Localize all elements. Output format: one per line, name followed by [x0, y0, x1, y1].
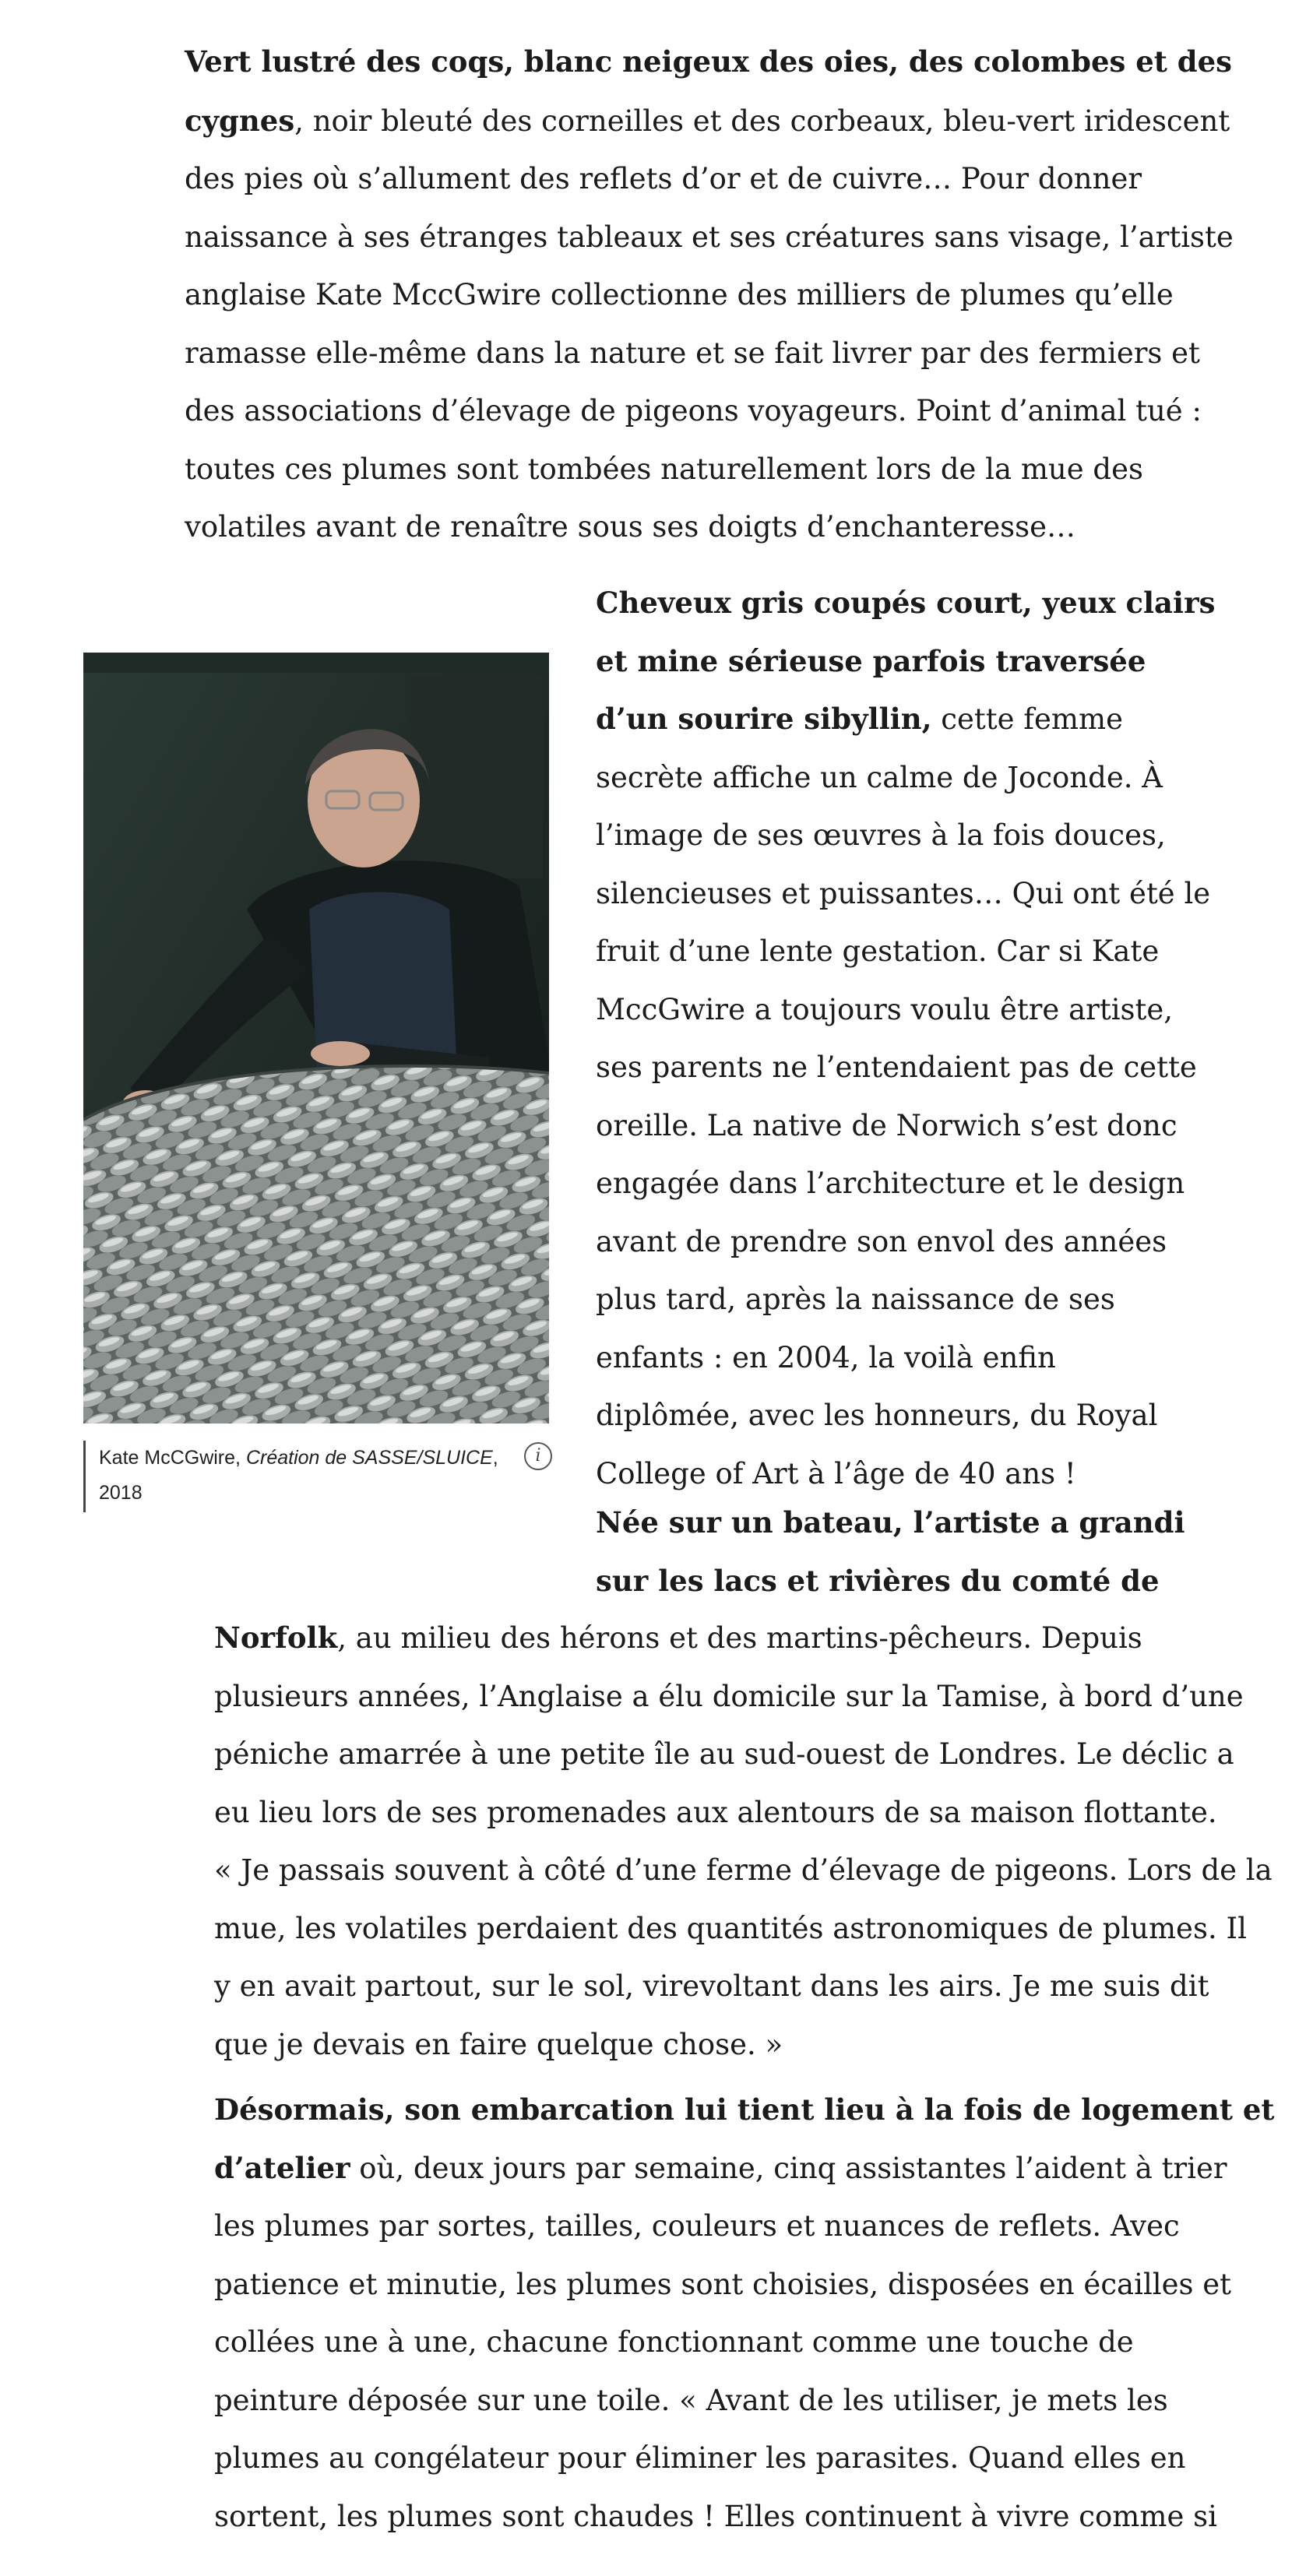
article-paragraph-2 [596, 574, 1215, 1503]
article-paragraph-3-lead [596, 1494, 1185, 1610]
paragraph-line: des associations d’élevage de pigeons voyageurs. Point d’animal tué : [185, 394, 1202, 428]
paragraph-line: Norfolk, au milieu des hérons et des martins-pêcheurs. Depuis [214, 1621, 1142, 1655]
paragraph-line: mue, les volatiles perdaient des quantités astronomiques de plumes. Il [214, 1911, 1247, 1945]
caption-line: Kate McCGwire, Création de SASSE/SLUICE, [99, 1447, 498, 1469]
paragraph-line: secrète affiche un calme de Joconde. À [596, 760, 1163, 794]
paragraph-line: péniche amarrée à une petite île au sud-ouest de Londres. Le déclic a [214, 1737, 1234, 1771]
caption-year: 2018 [99, 1482, 143, 1504]
paragraph-line: patience et minutie, les plumes sont choisies, disposées en écailles et [214, 2267, 1232, 2301]
info-icon[interactable]: i [524, 1442, 552, 1470]
paragraph-line: ses parents ne l’entendaient pas de cette [596, 1050, 1197, 1084]
lead-in-bold: et mine sérieuse parfois traversée [596, 643, 1146, 678]
lead-in-bold: d’un sourire sibyllin, [596, 702, 932, 736]
paragraph-line: anglaise Kate MccGwire collectionne des milliers de plumes qu’elle [185, 278, 1174, 311]
paragraph-line: collées une à une, chacune fonctionnant comme une touche de [214, 2325, 1134, 2359]
lead-in-bold: d’atelier [214, 2150, 350, 2185]
lead-in-bold: Vert lustré des coqs, blanc neigeux des oies, des colombes et des [185, 44, 1232, 79]
photo-caption [83, 1441, 558, 1512]
paragraph-line: oreille. La native de Norwich s’est donc [596, 1108, 1177, 1142]
paragraph-line: diplômée, avec les honneurs, du Royal [596, 1399, 1158, 1432]
paragraph-line: que je devais en faire quelque chose. » [214, 2027, 783, 2061]
paragraph-line: cygnes, noir bleuté des corneilles et des corbeaux, bleu-vert iridescent [185, 103, 1230, 138]
article-paragraph-3 [214, 1609, 1273, 2074]
paragraph-line [185, 33, 1234, 92]
lead-in-bold: Désormais, son embarcation lui tient lieu à la fois de logement et [214, 2092, 1275, 2127]
article-paragraph-4 [214, 2081, 1274, 2546]
paragraph-line: eu lieu lors de ses promenades aux alentours de sa maison flottante. [214, 1795, 1217, 1829]
caption-work-title: Création de SASSE/SLUICE [245, 1447, 493, 1469]
paragraph-line: peinture déposée sur une toile. « Avant de les utiliser, je mets les [214, 2383, 1168, 2417]
paragraph-line: ramasse elle-même dans la nature et se fait livrer par des fermiers et [185, 336, 1200, 370]
lead-in-bold: Cheveux gris coupés court, yeux clairs [596, 586, 1216, 620]
paragraph-line: les plumes par sortes, tailles, couleurs et nuances de reflets. Avec [214, 2209, 1180, 2243]
paragraph-line: l’image de ses œuvres à la fois douces, [596, 818, 1166, 852]
paragraph-line: College of Art à l’âge de 40 ans ! [596, 1456, 1076, 1490]
lead-in-bold: cygnes [185, 103, 295, 138]
paragraph-line: d’un sourire sibyllin, cette femme [596, 702, 1123, 736]
lead-in-bold: Norfolk [214, 1621, 338, 1655]
artist-photo [83, 653, 549, 1423]
paragraph-line: des pies où s’allument des reflets d’or et de cuivre… Pour donner [185, 162, 1142, 195]
lead-in-bold: sur les lacs et rivières du comté de [596, 1563, 1160, 1598]
paragraph-line: toutes ces plumes sont tombées naturellement lors de la mue des [185, 452, 1143, 486]
paragraph-line: naissance à ses étranges tableaux et ses créatures sans visage, l’artiste [185, 220, 1234, 254]
paragraph-line: fruit d’une lente gestation. Car si Kate [596, 934, 1160, 968]
article-paragraph-1 [185, 33, 1234, 557]
paragraph-line: volatiles avant de renaître sous ses doigts d’enchanteresse… [185, 510, 1076, 544]
paragraph-line: avant de prendre son envol des années [596, 1224, 1167, 1258]
lead-in-bold: Née sur un bateau, l’artiste a grandi [596, 1505, 1185, 1540]
paragraph-line: y en avait partout, sur le sol, virevoltant dans les airs. Je me suis dit [214, 1969, 1209, 2003]
paragraph-line: enfants : en 2004, la voilà enfin [596, 1340, 1056, 1374]
paragraph-line: plumes au congélateur pour éliminer les parasites. Quand elles en [214, 2441, 1186, 2475]
paragraph-line: sortent, les plumes sont chaudes ! Elles continuent à vivre comme si [214, 2499, 1217, 2533]
paragraph-line: plusieurs années, l’Anglaise a élu domicile sur la Tamise, à bord d’une [214, 1679, 1244, 1713]
paragraph-line: MccGwire a toujours voulu être artiste, [596, 992, 1174, 1026]
paragraph-line: engagée dans l’architecture et le design [596, 1167, 1185, 1200]
paragraph-line: silencieuses et puissantes… Qui ont été le [596, 876, 1211, 910]
paragraph-line: d’atelier où, deux jours par semaine, cinq assistantes l’aident à trier [214, 2150, 1227, 2185]
paragraph-line: « Je passais souvent à côté d’une ferme d’élevage de pigeons. Lors de la [214, 1853, 1273, 1887]
paragraph-line: plus tard, après la naissance de ses [596, 1283, 1115, 1316]
